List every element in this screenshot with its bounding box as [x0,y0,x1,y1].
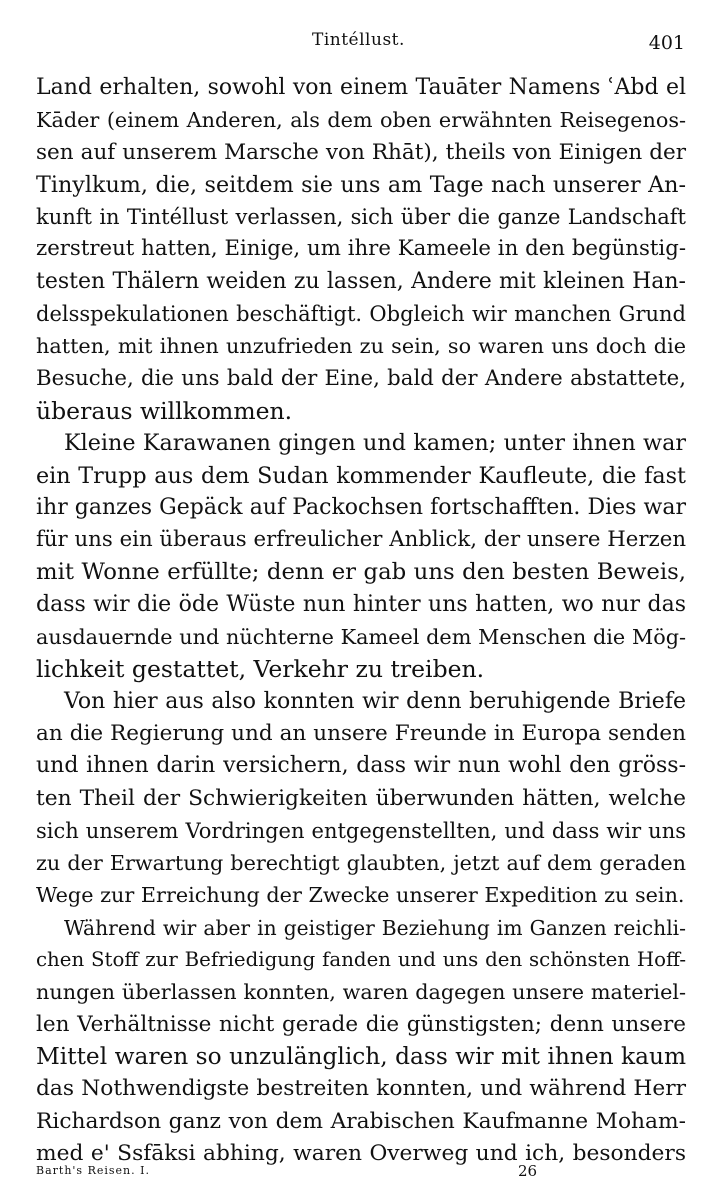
text-line: chen Stoff zur Befriedigung fanden und uns den schönsten Hoff- [36,948,686,972]
text-line: hatten, mit ihnen unzufrieden zu sein, so waren uns doch die [36,334,686,359]
text-line: len Verhältnisse nicht gerade die günstigsten; denn unsere [36,1011,686,1037]
text-line: zu der Erwartung berechtigt glaubten, jetzt auf dem geraden [36,851,686,876]
text-line: Von hier aus also konnten wir denn beruhigende Briefe [64,688,686,714]
text-line: nungen überlassen konnten, waren dagegen unsere materiel- [36,980,686,1005]
text-line: Kāder (einem Anderen, als dem oben erwähnten Reisegenos- [36,108,686,133]
paragraph-4 [36,912,686,1170]
text-line: überaus willkommen. [36,396,293,425]
running-head [0,28,721,56]
text-line: Land erhalten, sowohl von einem Tauāter Namens ʿAbd el [36,75,686,100]
text-line: sen auf unserem Marsche von Rhāt), theils von Einigen der [36,139,686,165]
paragraph-3 [36,686,686,912]
text-line: Mittel waren so unzulänglich, dass wir mit ihnen kaum [36,1042,686,1070]
text-line: kunft in Tintéllust verlassen, sich über die ganze Landschaft [36,205,686,230]
text-line: Während wir aber in geistiger Beziehung im Ganzen reichli- [64,915,686,940]
running-title: Tintéllust. [312,30,405,50]
text-line: für uns ein überaus erfreulicher Anblick, der unsere Herzen [36,527,686,553]
text-line: Kleine Karawanen gingen und kamen; unter ihnen war [64,430,686,457]
paragraph-1 [36,72,686,427]
text-line: ein Trupp aus dem Sudan kommender Kaufleute, die fast [36,462,686,489]
body-text [36,72,686,1170]
text-line: sich unserem Vordringen entgegenstellten, und dass wir uns [36,818,686,843]
text-line: testen Thälern weiden zu lassen, Andere mit kleinen Han- [36,268,686,294]
text-line: Richardson ganz von dem Arabischen Kaufmanne Moham- [36,1108,686,1134]
text-line: an die Regierung und an unsere Freunde in Europa senden [36,720,686,746]
text-line: mit Wonne erfüllte; denn er gab uns den besten Beweis, [36,559,686,586]
text-line: Wege zur Erreichung der Zwecke unserer Expedition zu sein. [36,883,685,908]
text-line: delsspekulationen beschäftigt. Obgleich wir manchen Grund [36,302,686,327]
sheet-number: 26 [518,1162,538,1180]
page-footer [0,1162,721,1184]
text-line: Besuche, die uns bald der Eine, bald der Andere abstattete, [36,365,686,391]
text-line: das Nothwendigste bestreiten konnten, und während Herr [36,1076,686,1102]
text-line: lichkeit gestattet, Verkehr zu treiben. [36,655,485,684]
printer-signature: Barth's Reisen. I. [36,1164,150,1177]
text-line: ihr ganzes Gepäck auf Packochsen fortschafften. Dies war [36,494,686,520]
page-number: 401 [648,32,685,54]
text-line: med e' Ssfāksi abhing, waren Overweg und ich, besonders [36,1140,686,1166]
text-line: ten Theil der Schwierigkeiten überwunden hätten, welche [36,785,686,811]
text-line: dass wir die öde Wüste nun hinter uns hatten, wo nur das [36,591,686,617]
text-line: zerstreut hatten, Einige, um ihre Kameele in den begünstig- [36,236,686,262]
text-line: und ihnen darin versichern, dass wir nun wohl den gröss- [36,753,686,779]
text-line: Tinylkum, die, seitdem sie uns am Tage nach unserer An- [36,171,686,198]
text-line: ausdauernde und nüchterne Kameel dem Menschen die Mög- [36,625,686,650]
paragraph-2 [36,427,686,685]
